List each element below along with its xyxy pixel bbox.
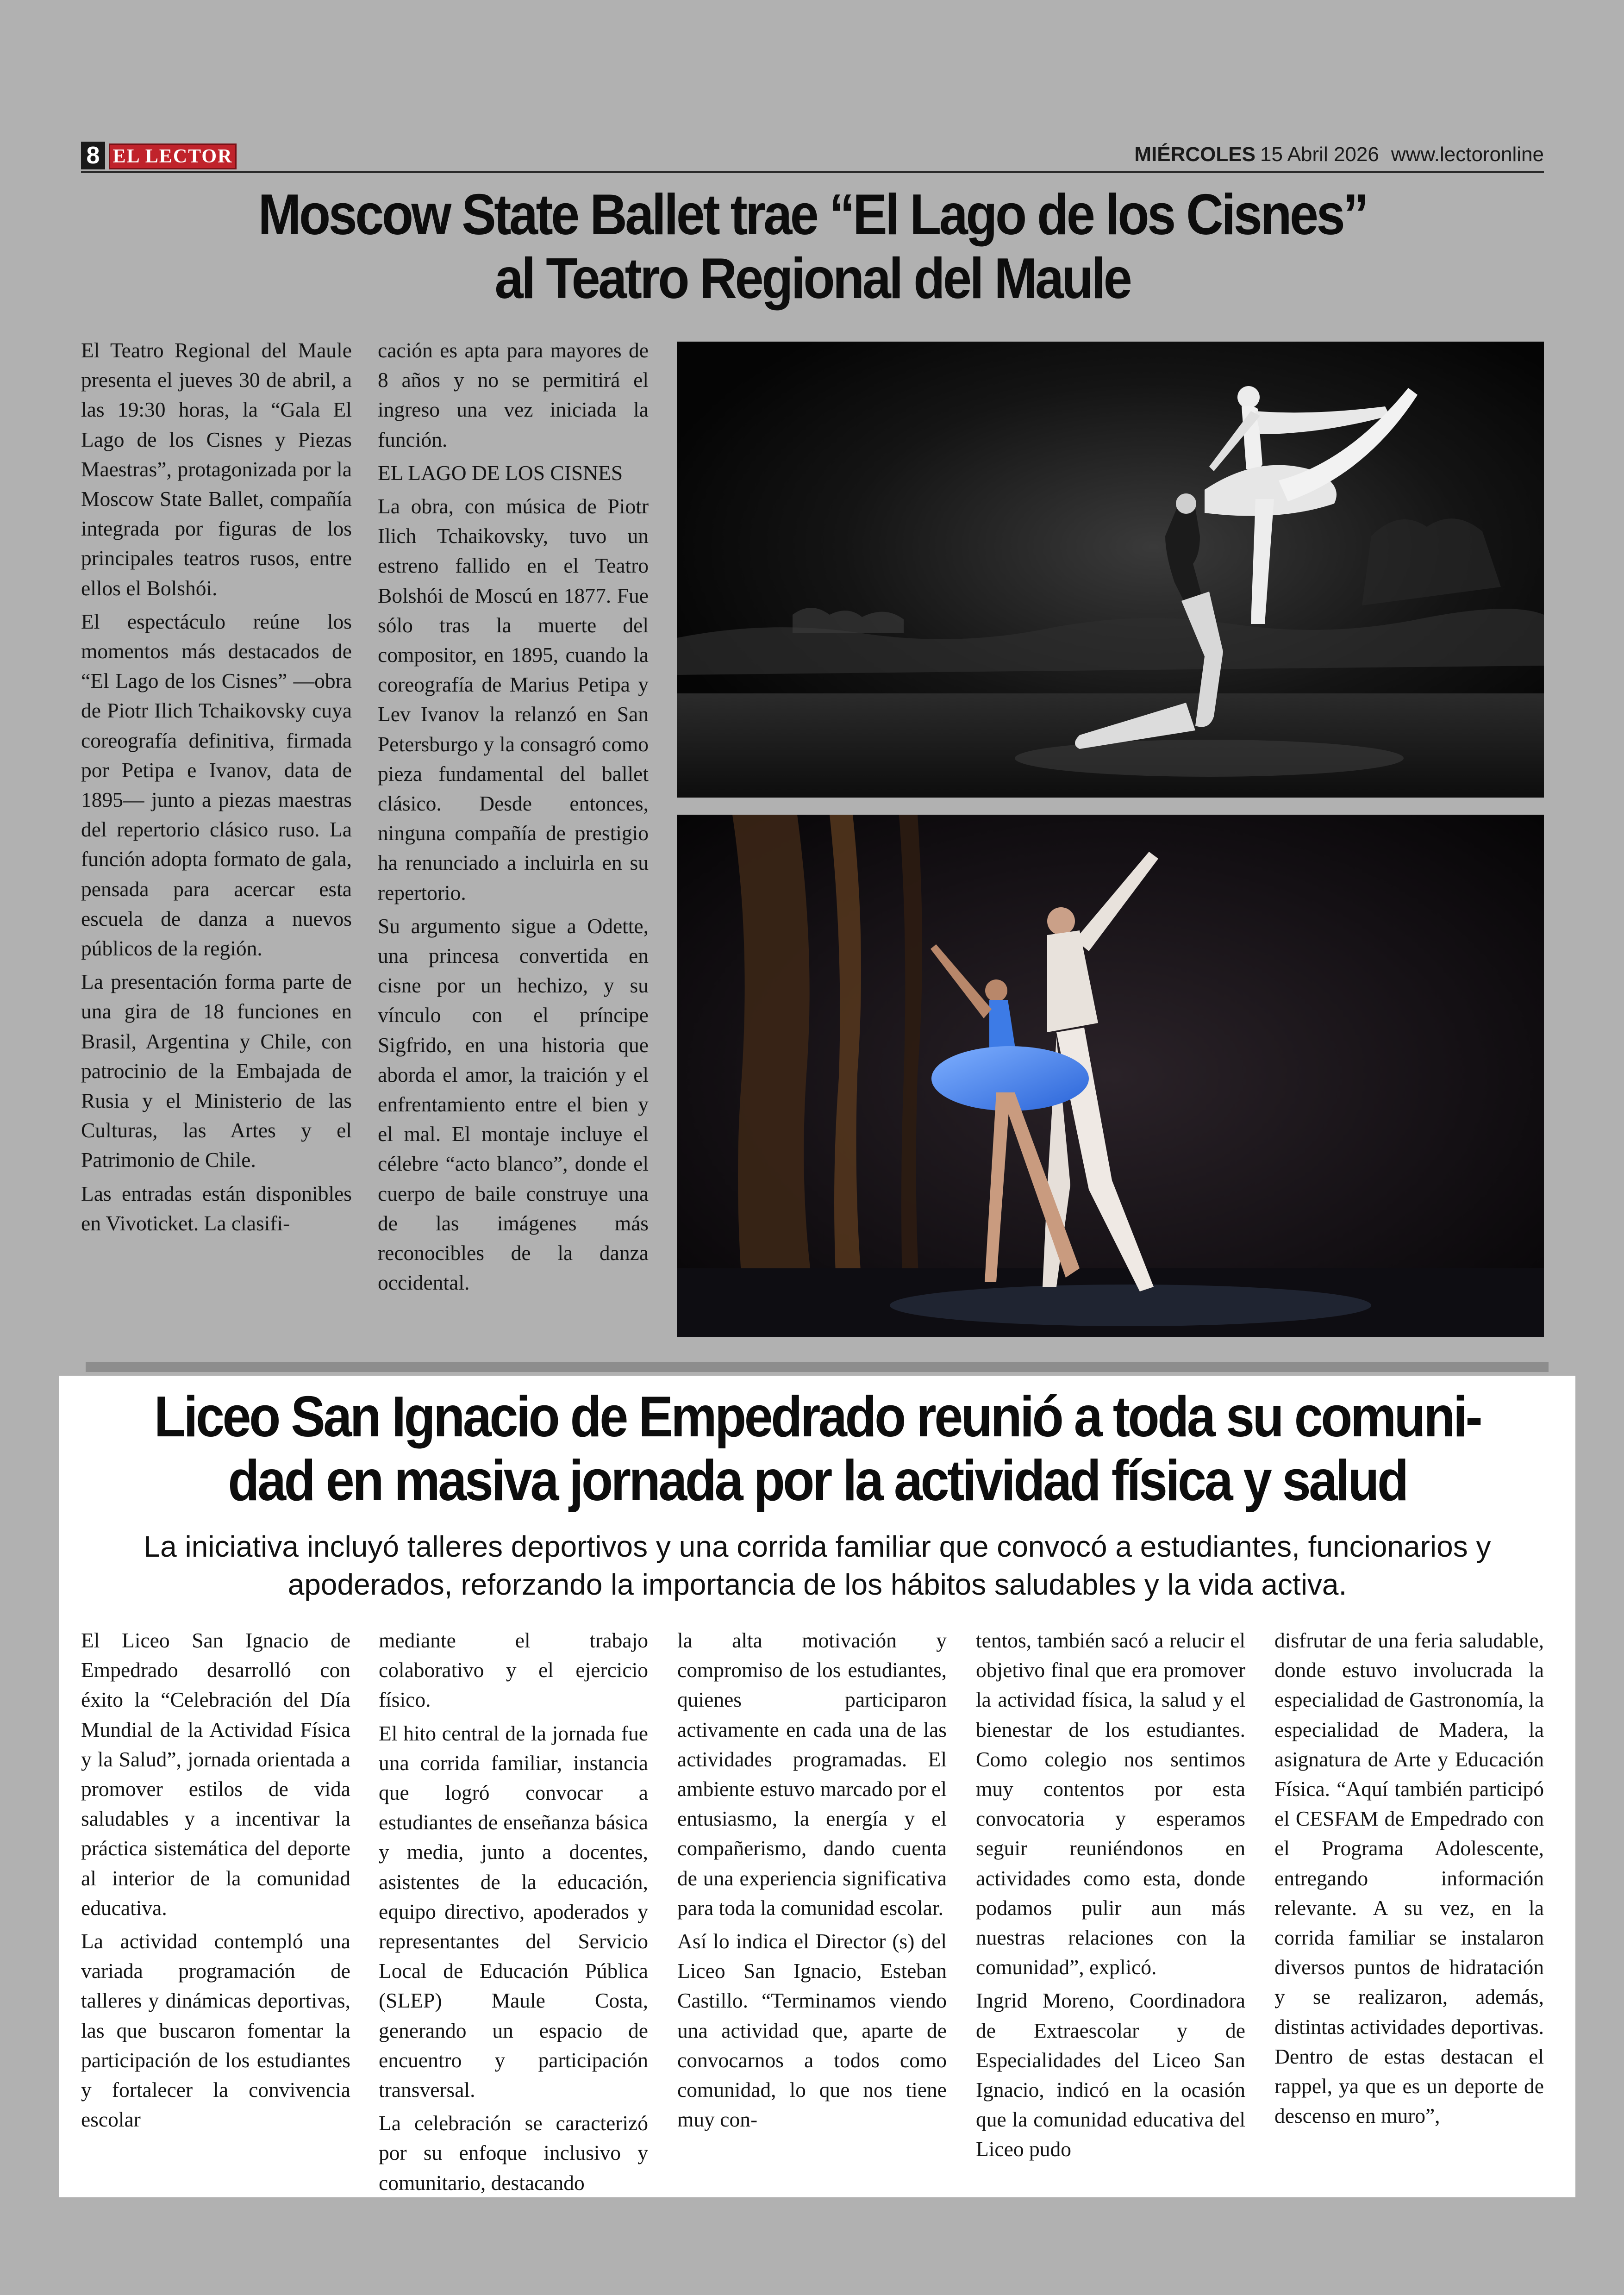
ballet-photo-color — [677, 815, 1544, 1337]
page-number: 8 — [81, 142, 105, 169]
paragraph: La actividad contempló una variada programación de talleres y dinámicas deportivas, las que buscaron fomentar la participación de los estudiantes y fortalecer la convivencia escolar — [81, 1929, 350, 2132]
paragraph: mediante el trabajo colaborativo y el ejercicio físico. — [379, 1628, 648, 1712]
paragraph: El Liceo San Ignacio de Empedrado desarrolló con éxito la “Celebración del Día Mundial de la Actividad Física y la Salud”, jornada orientada a promover estilos de vida saludables y a incentivar la práctica sistemática del deporte al interior de la comunidad educativa. — [81, 1628, 350, 1920]
article-deck: La iniciativa incluyó talleres deportivos y una corrida familiar que convocó a estudiantes, funcionarios y apoderados, reforzando la importancia de los hábitos saludables y la vida activa. — [144, 1530, 1491, 1601]
headline-liceo-line1: Liceo San Ignacio de Empedrado reunió a toda su comuni- — [154, 1385, 1481, 1449]
headline-ballet-line2: al Teatro Regional del Maule — [494, 247, 1131, 311]
liceo-column-5 — [1274, 1626, 1544, 2134]
paragraph: la alta motivación y compromiso de los estudiantes, quienes participaron activamente en cada una de las actividades programadas. El ambiente estuvo marcado por el entusiasmo, la energía y el compañerismo, dando cuenta de una experiencia significativa para toda la comunidad escolar. — [677, 1628, 947, 1920]
paragraph: Ingrid Moreno, Coordinadora de Extraescolar y de Especialidades del Liceo San Ignacio, indicó en la ocasión que la comunidad educativa del Liceo pudo — [976, 1989, 1245, 2161]
dateline-day: MIÉRCOLES — [1134, 143, 1255, 166]
paragraph: La obra, con música de Piotr Ilich Tchaikovsky, tuvo un estreno fallido en el Teatro Bolshói de Moscú en 1877. Fue sólo tras la muerte del compositor, en 1895, cuando la coreografía de Marius Petipa y Lev Ivanov la relanzó en San Petersburgo y la consagró como pieza fundamental del ballet clásico. Desde entonces, ninguna compañía de prestigio ha renunciado a incluirla en su repertorio. — [378, 494, 649, 904]
ballet-photo-2-graphic — [677, 815, 1544, 1337]
paragraph: tentos, también sacó a relucir el objetivo final que era promover la actividad física, la salud y el bienestar de los estudiantes. Como colegio nos sentimos muy contentos por esta convocatoria y esperamos seguir reuniéndonos en actividades como esta, donde podamos pulir aun más nuestras relaciones con la comunidad”, explicó. — [976, 1628, 1245, 1979]
section-divider — [86, 1362, 1549, 1372]
article-ballet — [81, 139, 1544, 1361]
paragraph: Su argumento sigue a Odette, una princesa convertida en cisne por un hechizo, y su vínculo con el príncipe Sigfrido, en una historia que aborda el amor, la traición y el enfrentamiento entre el bien y el mal. El montaje incluye el célebre “acto blanco”, donde el cuerpo de baile construye una de las imágenes más reconocibles de la danza occidental. — [378, 914, 649, 1295]
ballet-column-1 — [81, 336, 352, 1242]
headline-ballet-line1: Moscow State Ballet trae “El Lago de los Cisnes” — [258, 183, 1367, 247]
subheading: EL LAGO DE LOS CISNES — [378, 461, 623, 485]
masthead — [81, 139, 1544, 173]
dateline-date: 15 Abril 2026 — [1260, 143, 1379, 166]
paragraph: La celebración se caracterizó por su enfoque inclusivo y comunitario, destacando — [379, 2111, 648, 2195]
paragraph: La presentación forma parte de una gira de 18 funciones en Brasil, Argentina y Chile, con patrocinio de la Embajada de Rusia y el Ministerio de las Culturas, las Artes y el Patrimonio de Chile. — [81, 970, 352, 1172]
paragraph: El Teatro Regional del Maule presenta el jueves 30 de abril, a las 19:30 horas, la “Gala El Lago de los Cisnes y Piezas Maestras”, protagonizada por la Moscow State Ballet, compañía integrada por figuras de los principales teatros rusos, entre ellos el Bolshói. — [81, 338, 352, 600]
liceo-column-2 — [379, 1626, 648, 2201]
headline-liceo-line2: dad en masiva jornada por la actividad física y salud — [228, 1449, 1407, 1513]
headline-ballet — [154, 183, 1471, 311]
paragraph: cación es apta para mayores de 8 años y no se permitirá el ingreso una vez iniciada la función. — [378, 338, 649, 451]
article-liceo — [59, 1376, 1575, 2197]
ballet-column-2 — [378, 336, 649, 1302]
liceo-column-1 — [81, 1626, 350, 2138]
ballet-photo-black-white — [677, 342, 1544, 798]
paragraph: Así lo indica el Director (s) del Liceo San Ignacio, Esteban Castillo. “Terminamos viendo una actividad que, aparte de convocarnos a todos como comunidad, lo que nos tiene muy con- — [677, 1929, 947, 2132]
liceo-column-4 — [976, 1626, 1245, 2168]
paragraph: disfrutar de una feria saludable, donde estuvo involucrada la especialidad de Gastronomía, la especialidad de Madera, la asignatura de Arte y Educación Física. “Aquí también participó el CESFAM de Empedrado con el Programa Adolescente, entregando información relevante. A su vez, en la corrida familiar se instalaron diversos puntos de hidratación y se realizaron, además, distintas actividades deportivas. Dentro de estas destacan el rappel, ya que es un deporte de descenso en muro”, — [1274, 1628, 1544, 2128]
dateline-website: www.lectoronline — [1391, 143, 1544, 166]
paragraph: Las entradas están disponibles en Vivoticket. La clasifi- — [81, 1181, 352, 1235]
paragraph: El hito central de la jornada fue una corrida familiar, instancia que logró convocar a estudiantes de enseñanza básica y media, junto a docentes, asistentes de la educación, equipo directivo, apoderados y representantes del Servicio Local de Educación Pública (SLEP) Maule Costa, generando un espacio de encuentro y participación transversal. — [379, 1721, 648, 2102]
ballet-photo-1-graphic — [677, 342, 1544, 798]
liceo-column-3 — [677, 1626, 947, 2138]
newspaper-logo: EL LECTOR — [109, 143, 237, 169]
paragraph: El espectáculo reúne los momentos más destacados de “El Lago de los Cisnes” —obra de Piotr Ilich Tchaikovsky cuya coreografía definitiva, firmada por Petipa e Ivanov, data de 1895— junto a piezas maestras del repertorio clásico ruso. La función adopta formato de gala, pensada para acercar esta escuela de danza a nuevos públicos de la región. — [81, 609, 352, 960]
dateline — [1134, 141, 1544, 168]
headline-liceo — [135, 1385, 1500, 1513]
